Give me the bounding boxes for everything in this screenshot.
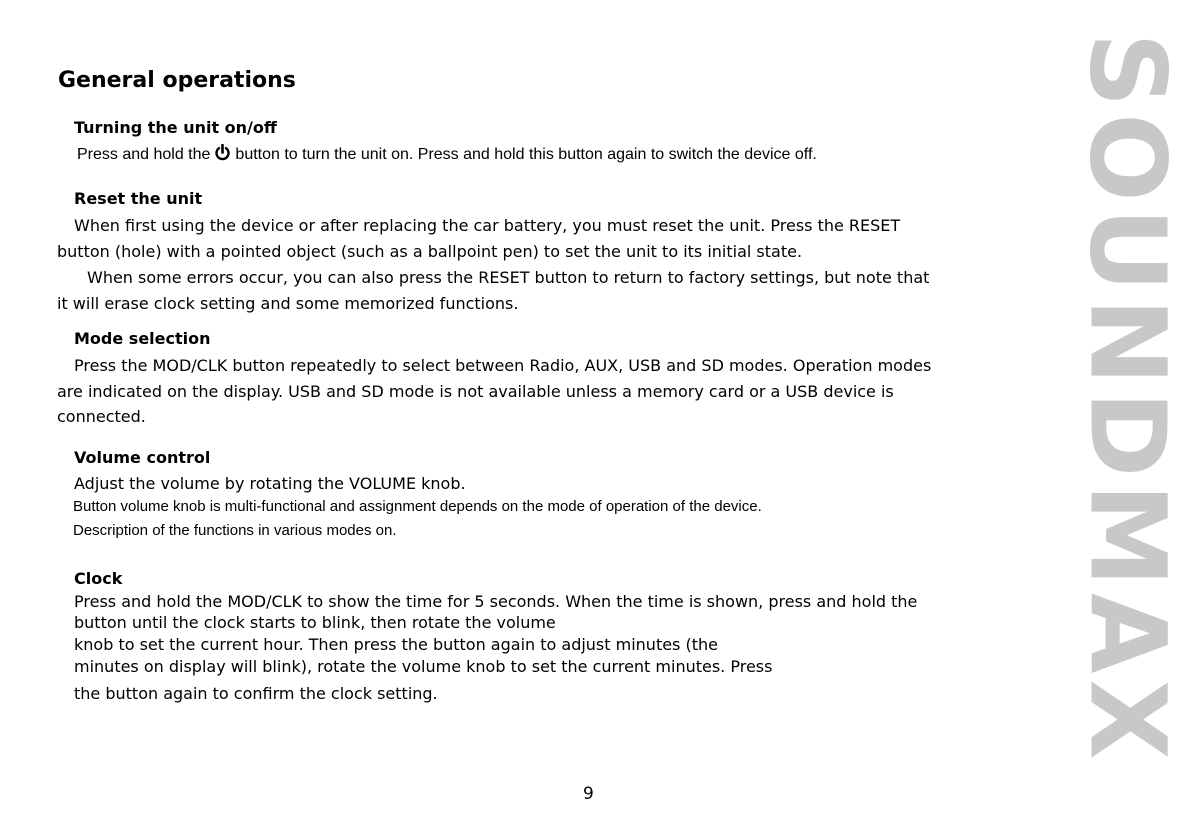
power-text-after: button to turn the unit on. Press and hold this button again to switch the device off. [235, 146, 817, 163]
clock-heading: Clock [74, 569, 123, 588]
page-title: General operations [58, 68, 296, 93]
reset-heading: Reset the unit [74, 189, 203, 208]
mode-heading: Mode selection [74, 329, 211, 348]
clock-line-3: knob to set the current hour. Then press the button again to adjust minutes (the [74, 635, 718, 654]
reset-line-4: it will erase clock setting and some memorized functions. [57, 294, 519, 313]
reset-line-2: button (hole) with a pointed object (such as a ballpoint pen) to set the unit to its initial state. [57, 242, 803, 261]
power-text-before: Press and hold the [77, 146, 211, 163]
mode-line-1: Press the MOD/CLK button repeatedly to select between Radio, AUX, USB and SD modes. Operation modes [74, 356, 932, 375]
brand-logo [1067, 32, 1190, 766]
power-text [77, 144, 817, 166]
volume-line-1: Adjust the volume by rotating the VOLUME knob. [74, 474, 466, 493]
page-number: 9 [583, 784, 594, 804]
volume-line-3: Description of the functions in various modes on. [73, 522, 397, 539]
mode-line-3: connected. [57, 407, 146, 426]
power-icon [214, 144, 231, 166]
clock-line-5: the button again to confirm the clock setting. [74, 684, 438, 703]
reset-line-1: When first using the device or after replacing the car battery, you must reset the unit. Press the RESET [74, 216, 901, 235]
mode-line-2: are indicated on the display. USB and SD mode is not available unless a memory card or a USB device is [57, 382, 894, 401]
power-heading: Turning the unit on/off [74, 118, 277, 137]
reset-line-3: When some errors occur, you can also press the RESET button to return to factory settings, but note that [87, 268, 930, 287]
volume-heading: Volume control [74, 448, 211, 467]
volume-line-2: Button volume knob is multi-functional and assignment depends on the mode of operation of the device. [73, 498, 762, 515]
clock-line-2: button until the clock starts to blink, then rotate the volume [74, 613, 556, 632]
clock-line-4: minutes on display will blink), rotate the volume knob to set the current minutes. Press [74, 657, 773, 676]
clock-line-1: Press and hold the MOD/CLK to show the time for 5 seconds. When the time is shown, press and hold the [74, 592, 918, 611]
brand-logo-text: SOUNDMAX [1067, 32, 1190, 766]
